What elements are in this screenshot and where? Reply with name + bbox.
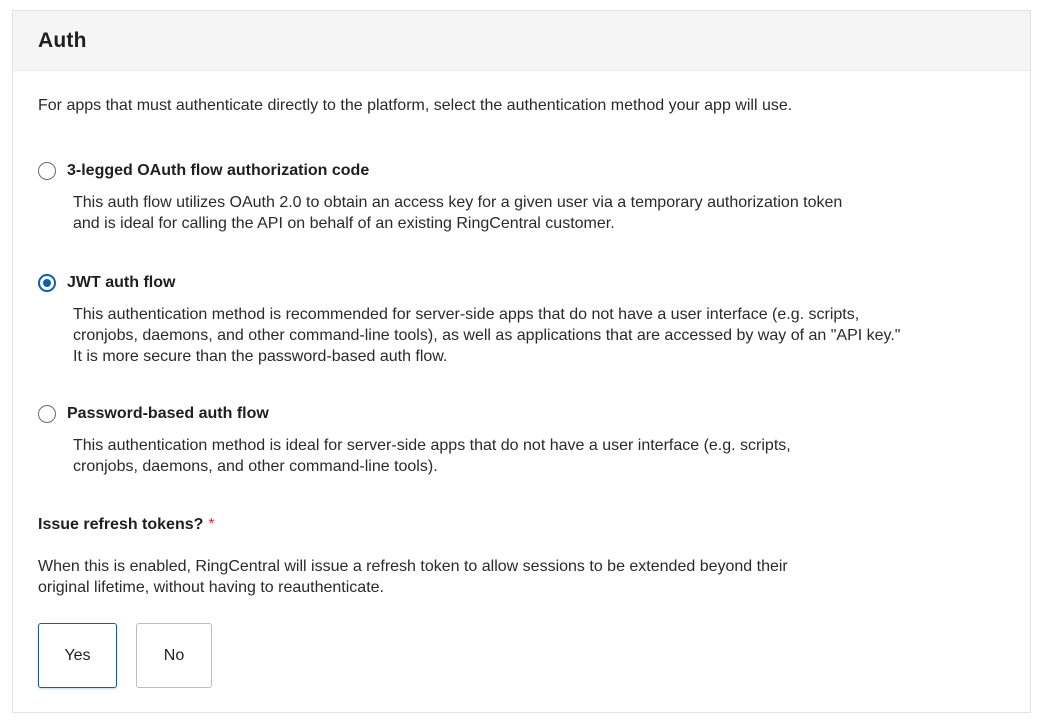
description-line: cronjobs, daemons, and other command-line tools).: [73, 458, 438, 475]
option-password[interactable]: [38, 402, 953, 477]
option-description: [73, 192, 953, 234]
refresh-description: [38, 556, 788, 598]
description-line: cronjobs, daemons, and other command-line tools), as well as applications that are accessed by way of an "API key.": [73, 327, 901, 344]
option-label[interactable]: JWT auth flow: [67, 274, 176, 291]
radio-oauth-code[interactable]: [38, 162, 56, 180]
refresh-tokens-label: [38, 516, 215, 534]
description-line: and is ideal for calling the API on behalf of an existing RingCentral customer.: [73, 215, 615, 232]
description-line: This authentication method is ideal for server-side apps that do not have a user interface (e.g. scripts,: [73, 437, 791, 454]
radio-jwt[interactable]: [38, 274, 56, 292]
description-line: This auth flow utilizes OAuth 2.0 to obtain an access key for a given user via a temporary authorization token: [73, 194, 843, 211]
description-line: This authentication method is recommended for server-side apps that do not have a user interface (e.g. scripts,: [73, 306, 860, 323]
option-label[interactable]: Password-based auth flow: [67, 405, 269, 422]
no-button[interactable]: No: [136, 623, 212, 688]
option-oauth-code[interactable]: [38, 159, 953, 234]
required-marker: *: [208, 516, 215, 533]
description-line: When this is enabled, RingCentral will issue a refresh token to allow sessions to be extended beyond their: [38, 558, 788, 575]
auth-panel: [12, 10, 1031, 713]
description-line: original lifetime, without having to reauthenticate.: [38, 579, 384, 596]
option-label[interactable]: 3-legged OAuth flow authorization code: [67, 162, 370, 179]
option-jwt[interactable]: [38, 271, 953, 367]
yes-button[interactable]: Yes: [38, 623, 117, 688]
option-description: [73, 435, 953, 477]
panel-header: [13, 11, 1030, 71]
refresh-label-text: Issue refresh tokens?: [38, 516, 204, 533]
intro-text: For apps that must authenticate directly to the platform, select the authentication method your app will use.: [38, 97, 793, 114]
option-description: [73, 304, 953, 367]
description-line: It is more secure than the password-based auth flow.: [73, 348, 448, 365]
radio-password[interactable]: [38, 405, 56, 423]
panel-title: Auth: [38, 28, 87, 52]
